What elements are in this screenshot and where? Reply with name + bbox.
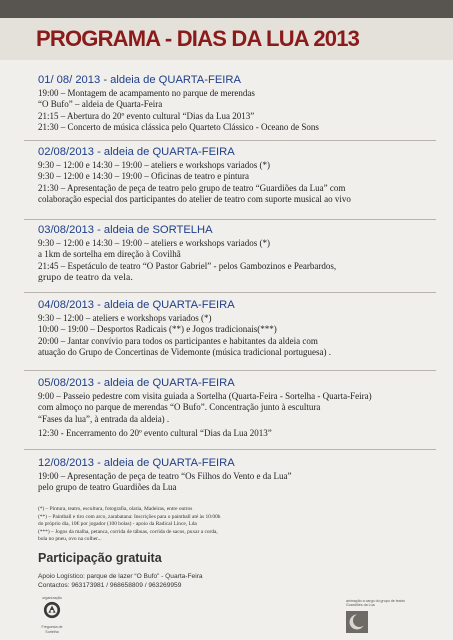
schedule-line: pelo grupo de teatro Guardiões da Lua (38, 482, 177, 493)
schedule-line: 9:30 – 12:00 – ateliers e workshops variados (*) (38, 313, 212, 323)
day-heading: 01/ 08/ 2013 - aldeia de QUARTA-FEIRA (38, 74, 241, 86)
animation-group: Guardiões da Lua (346, 603, 375, 608)
section-divider (24, 370, 436, 371)
organization-label: organização (42, 596, 62, 600)
schedule-line: 19:00 – Apresentação de peça de teatro “Os Filhos do Vento e da Lua” (38, 471, 292, 481)
logistic-support: Apoio Logístico: parque de lazer “O Bufo” - Quarta-Feira (38, 573, 203, 580)
section-divider (24, 449, 436, 450)
section-divider (24, 292, 436, 293)
schedule-line: 9:00 – Passeio pedestre com visita guiada a Sortelha (Quarta-Feira - Sortelha - Quarta-Feira) (38, 391, 372, 401)
top-band (0, 0, 453, 18)
schedule-line: 21:30 – Apresentação de peça de teatro pelo grupo de teatro “Guardiões da Lua” com (38, 182, 346, 193)
organization-block (32, 596, 72, 634)
footnote: (**) – Paintball e tiro com arco, zarabatana: Inscrições para o paintball até às 10:00h (38, 513, 221, 520)
day-heading: 02/08/2013 - aldeia de QUARTA-FEIRA (38, 146, 235, 158)
schedule-line: 9:30 – 12:00 e 14:30 – 19:00 – Oficinas de teatro e pintura (38, 171, 249, 182)
schedule-line: atuação do Grupo de Concertinas de Videmonte (música tradicional portuguesa) . (38, 347, 331, 358)
contacts: Contactos: 963173981 / 968658809 / 963269959 (38, 582, 182, 589)
schedule-line: com almoço no parque de merendas “O Bufo”. Concentração junto à escultura (38, 402, 321, 413)
schedule-line: 9:30 – 12:00 e 14:30 – 19:00 – ateliers e workshops variados (*) (38, 160, 270, 170)
day-section-3 (38, 224, 438, 284)
schedule-line: 21:30 – Concerto de música clássica pelo Quarteto Clássico - Oceano de Sons (38, 122, 319, 133)
footnote: (*) – Pintura, teatro, escultura, fotografia, olaria, Madeiras, entre outros (38, 506, 193, 512)
day-section-6 (38, 457, 438, 494)
schedule-line: 20:00 – Jantar convívio para todos os participantes e habitantes da aldeia com (38, 335, 318, 346)
footnote: do próprio dia, 10€ por jogador (100 bolas) - apoio da Radical Lince, Lda (38, 521, 197, 528)
page-title: PROGRAMA - DIAS DA LUA 2013 (36, 26, 360, 51)
schedule-line: 19:00 – Montagem de acampamento no parque de merendas (38, 88, 255, 98)
schedule-line: “O Bufo” – aldeia de Quarta-Feira (38, 99, 163, 110)
animation-label: animação a cargo do grupo de teatro (346, 599, 405, 603)
day-heading: 04/08/2013 - aldeia de QUARTA-FEIRA (38, 299, 235, 311)
day-section-4 (38, 299, 438, 359)
schedule-line: 10:00 – 19:00 – Desportos Radicais (**) e Jogos tradicionais(***) (38, 324, 277, 335)
organization-name: Freguesia de (41, 625, 63, 630)
schedule-line: 21:15 – Abertura do 20º evento cultural “Dias da Lua 2013” (38, 110, 255, 121)
section-divider (24, 219, 436, 220)
schedule-line: 12:30 - Encerramento do 20º evento cultural “Dias da Lua 2013” (38, 428, 272, 439)
schedule-line: colaboração especial dos participantes do atelier de teatro com suporte musical ao vivo (38, 194, 351, 205)
day-section-2 (38, 146, 438, 206)
footnote: (***) – Jogos da malha, petanca, corrida de tábuas, corrida de sacos, puxar a corda, (38, 528, 218, 535)
day-section-1 (38, 74, 438, 134)
schedule-line: “Fases da lua”, à entrada da aldeia) . (38, 413, 170, 424)
day-heading: 03/08/2013 - aldeia de SORTELHA (38, 224, 213, 236)
footnotes (38, 506, 418, 544)
day-heading: 05/08/2013 - aldeia de QUARTA-FEIRA (38, 377, 235, 389)
schedule-line: 9:30 – 12:00 e 14:30 – 19:00 – ateliers e workshops variados (*) (38, 238, 270, 248)
schedule-line: grupo de teatro da vela. (38, 272, 134, 284)
animation-credit (346, 599, 426, 608)
theatre-group-logo-icon (346, 611, 368, 633)
free-participation-heading: Participação gratuita (38, 551, 162, 565)
footnote: bola no pneu, ovo na colher... (38, 536, 102, 543)
day-heading: 12/08/2013 - aldeia de QUARTA-FEIRA (38, 457, 235, 469)
support-info (38, 572, 203, 590)
schedule-line: a 1km de sortelha em direção à Covilhã (38, 249, 181, 260)
organization-name: Sortelha (45, 629, 59, 634)
day-section-5 (38, 377, 438, 440)
section-divider (24, 140, 436, 141)
parish-logo-icon (43, 601, 61, 619)
schedule-line: 21:45 – Espetáculo de teatro “O Pastor Gabriel” - pelos Gambozinos e Pearbardos, (38, 260, 337, 271)
